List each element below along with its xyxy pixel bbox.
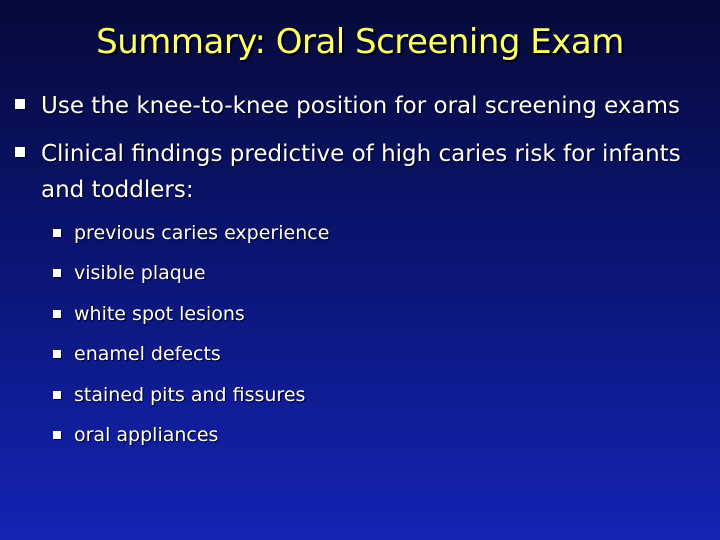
square-bullet-icon — [53, 391, 61, 399]
square-bullet-icon — [15, 147, 25, 157]
slide-title: Summary: Oral Screening Exam — [96, 22, 624, 62]
square-bullet-icon — [53, 310, 61, 318]
sub-bullet-list — [14, 220, 718, 448]
sub-bullet-item — [52, 260, 718, 286]
square-bullet-icon — [53, 350, 61, 358]
bullet-item — [14, 136, 718, 208]
sub-bullet-text: oral appliances — [74, 423, 219, 446]
sub-bullet-item — [52, 220, 718, 246]
sub-bullet-item — [52, 301, 718, 327]
square-bullet-icon — [53, 269, 61, 277]
bullet-text: Use the knee-to-knee position for oral screening exams — [41, 93, 681, 119]
square-bullet-icon — [53, 431, 61, 439]
sub-bullet-item — [52, 422, 718, 448]
sub-bullet-item — [52, 341, 718, 367]
sub-bullet-text: previous caries experience — [74, 222, 330, 244]
sub-bullet-text: enamel defects — [74, 343, 221, 366]
bullet-item — [14, 88, 718, 124]
square-bullet-icon — [15, 99, 25, 109]
sub-bullet-text: visible plaque — [74, 262, 206, 285]
sub-bullet-text: stained pits and fissures — [74, 383, 306, 406]
bullet-list — [14, 88, 718, 462]
sub-bullet-item — [52, 382, 718, 408]
square-bullet-icon — [53, 229, 61, 237]
sub-bullet-text: white spot lesions — [74, 302, 245, 325]
bullet-text: Clinical findings predictive of high caries risk for infants and toddlers: — [41, 141, 681, 203]
